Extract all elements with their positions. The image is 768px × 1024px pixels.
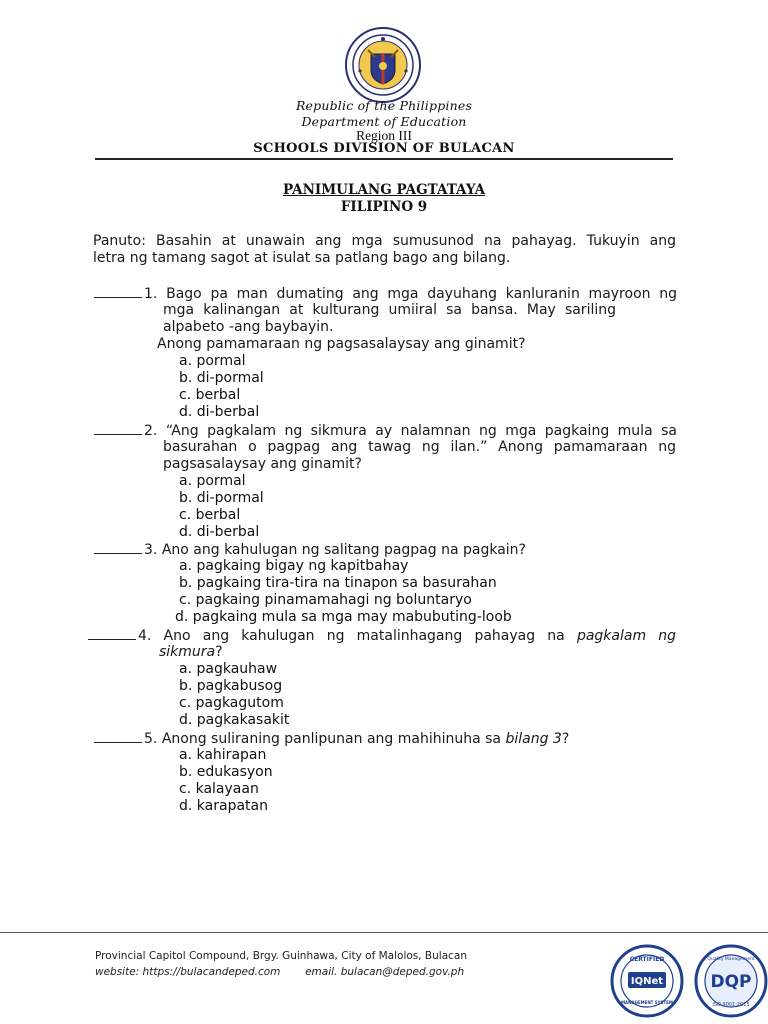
footer-website[interactable]: website: https://bulacandeped.com <box>95 966 281 978</box>
question-text-line: Bago pa man dumating ang mga dayuhang kanluranin mayroon ng <box>166 286 677 302</box>
answer-blank-2[interactable] <box>94 422 142 435</box>
question-number: 4. <box>138 628 152 644</box>
dqp-badge <box>694 944 768 1018</box>
quality-badge-icon <box>694 944 768 1018</box>
question-text-line: Anong suliraning panlipunan ang mahihinuha sa <box>161 731 501 747</box>
subject-title: FILIPINO 9 <box>340 199 428 215</box>
region-line: Region III <box>356 128 412 143</box>
choice-b: b. edukasyon <box>179 764 273 780</box>
choice-a: a. pormal <box>179 473 246 489</box>
deped-seal <box>344 26 422 104</box>
question-text-line: Ano ang kahulugan ng salitang pagpag na pagkain? <box>161 542 526 558</box>
question-1 <box>94 285 677 303</box>
choice-d: d. pagkakasakit <box>179 712 290 728</box>
answer-blank-1[interactable] <box>94 285 142 298</box>
badge2-bottom: ISO 9001:2015 <box>712 1002 750 1008</box>
department-line: Department of Education <box>301 114 467 129</box>
badge2-mid: DQP <box>710 972 752 992</box>
question-5 <box>94 730 569 748</box>
badge1-mid: IQNet <box>630 976 664 987</box>
choice-b: b. pagkaing tira-tira na tinapon sa basurahan <box>179 575 497 591</box>
question-mark: ? <box>215 644 223 660</box>
certification-badge-icon <box>610 944 684 1018</box>
choice-b: b. pagkabusog <box>179 678 283 694</box>
choice-a: a. kahirapan <box>179 747 267 763</box>
choice-c: c. berbal <box>179 507 241 523</box>
footer-address: Provincial Capitol Compound, Brgy. Guinhawa, City of Malolos, Bulacan <box>95 950 468 962</box>
question-number: 5. <box>144 731 158 747</box>
choice-c: c. pagkaing pinamamahagi ng boluntaryo <box>179 592 472 608</box>
italic-phrase: sikmura <box>159 644 216 660</box>
question-mark: ? <box>561 731 570 747</box>
choice-a: a. pormal <box>179 353 246 369</box>
footer-contact <box>95 966 464 978</box>
republic-line: Republic of the Philippines <box>295 98 473 113</box>
question-text-line: Anong pamamaraan ng pagsasalaysay ang ginamit? <box>157 336 526 352</box>
choice-a: a. pagkauhaw <box>179 661 278 677</box>
question-number: 1. <box>144 286 158 302</box>
answer-blank-4[interactable] <box>88 627 136 640</box>
iqnet-badge <box>610 944 684 1018</box>
question-text-line <box>159 644 223 661</box>
question-number: 3. <box>144 542 158 558</box>
choice-a: a. pagkaing bigay ng kapitbahay <box>179 558 409 574</box>
question-text-line: pagsasalaysay ang ginamit? <box>163 456 362 472</box>
badge2-top: Quality Management <box>707 957 755 962</box>
question-text-line: basurahan o pagpag ang tawag ng ilan.” Anong pamamaraan ng <box>163 439 676 455</box>
footer-divider <box>0 932 768 933</box>
choice-d: d. karapatan <box>179 798 268 814</box>
instructions-line-2: letra ng tamang sagot at isulat sa patlang bago ang bilang. <box>93 250 511 266</box>
badge1-bottom: MANAGEMENT SYSTEM <box>621 1000 673 1005</box>
instructions-line-1: Panuto: Basahin at unawain ang mga sumusunod na pahayag. Tukuyin ang <box>93 233 676 249</box>
deped-seal-icon <box>344 26 422 104</box>
badge1-top: CERTIFIED <box>629 956 665 963</box>
assessment-title: PANIMULANG PAGTATAYA <box>282 182 486 198</box>
question-text-line: alpabeto -ang baybayin. <box>163 319 334 335</box>
choice-c: c. berbal <box>179 387 241 403</box>
answer-blank-5[interactable] <box>94 730 142 743</box>
division-line: SCHOOLS DIVISION OF BULACAN <box>253 141 515 156</box>
choice-c: c. pagkagutom <box>179 695 284 711</box>
italic-phrase: pagkalam ng <box>576 628 677 644</box>
italic-phrase: bilang 3 <box>505 731 562 747</box>
header-divider <box>95 158 673 160</box>
question-3 <box>94 541 526 559</box>
choice-c: c. kalayaan <box>179 781 259 797</box>
footer-email[interactable]: email. bulacan@deped.gov.ph <box>305 966 465 978</box>
choice-d: d. di-berbal <box>179 524 260 540</box>
question-number: 2. <box>144 423 158 439</box>
question-4 <box>88 627 676 645</box>
choice-d: d. di-berbal <box>179 404 260 420</box>
question-2 <box>94 422 677 440</box>
question-text-line: “Ang pagkalam ng sikmura ay nalamnan ng mga pagkaing mula sa <box>165 423 677 439</box>
choice-b: b. di-pormal <box>179 490 264 506</box>
choice-d: d. pagkaing mula sa mga may mabubuting-loob <box>175 609 512 625</box>
answer-blank-3[interactable] <box>94 541 142 554</box>
question-text-line: Ano ang kahulugan ng matalinhagang pahayag na <box>163 628 565 644</box>
choice-b: b. di-pormal <box>179 370 264 386</box>
question-text-line: mga kalinangan at kulturang umiiral sa bansa. May sariling <box>163 302 616 318</box>
